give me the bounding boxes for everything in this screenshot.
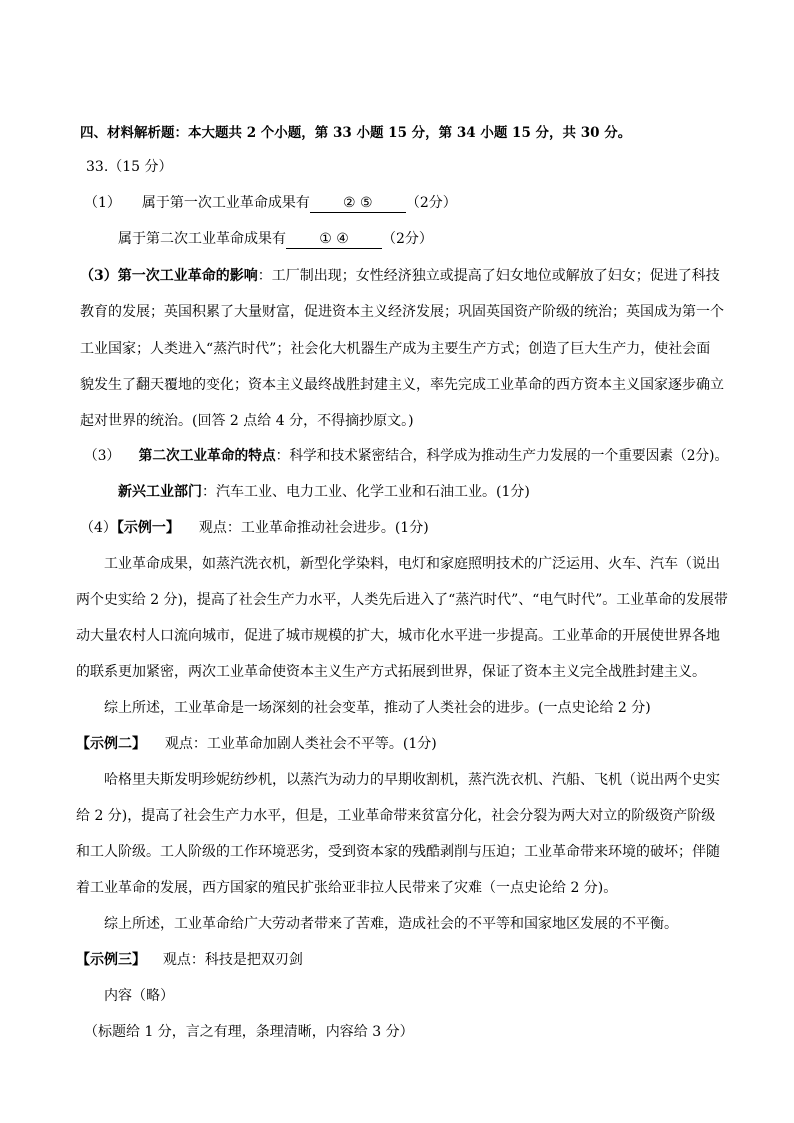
- example-1-tag: 【示例一】: [116, 520, 180, 536]
- new-industries-line: [118, 482, 530, 502]
- example-1-line-1: 工业革命成果，如蒸汽洗衣机，新型化学染料，电灯和家庭照明技术的广泛运用、火车、汽车（说出: [104, 556, 720, 572]
- features-prefix: （3）: [84, 448, 121, 464]
- influence-line-2: 教育的发展；英国积累了大量财富，促进资本主义经济发展；巩固英国资产阶级的统治；英国成为第一个: [80, 304, 724, 320]
- new-industries-heading: 新兴工业部门: [118, 484, 202, 500]
- example-3-heading: [76, 950, 303, 970]
- second-revolution-answer: [286, 230, 382, 249]
- example-2-line-2: 给 2 分)，提高了社会生产力水平，但是，工业革命带来贫富分化，社会分裂为两大对立的阶级资产阶级: [76, 808, 716, 824]
- influence-prefix: （3）: [80, 268, 118, 284]
- example-1-line-2: 两个史实给 2 分)，提高了社会生产力水平，人类先后进入了“蒸汽时代”、“电气时代”。工业革命的发展带: [76, 592, 728, 608]
- example-1-line-4: 的联系更加紧密，两次工业革命使资本主义生产方式拓展到世界，保证了资本主义完全战胜封建主义。: [76, 664, 706, 680]
- influence-heading: 第一次工业革命的影响: [117, 268, 258, 284]
- second-answer-text: ① ④: [319, 231, 349, 247]
- features-heading: 第二次工业革命的特点: [138, 448, 276, 464]
- first-score: （2分）: [405, 195, 457, 211]
- influence-line-1: [80, 266, 720, 286]
- example-1-heading: [80, 518, 429, 538]
- new-industries-text: ：汽车工业、电力工业、化学工业和石油工业。(1分): [202, 484, 530, 500]
- example-2-tag: 【示例二】: [76, 736, 146, 752]
- q4-prefix: （4）: [80, 520, 117, 536]
- second-score: （2分）: [382, 231, 433, 247]
- features-line: [84, 446, 728, 466]
- example-2-line-4: 着工业革命的发展，西方国家的殖民扩张给亚非拉人民带来了灾难（一点史论给 2 分)。: [76, 880, 618, 896]
- first-answer-text: ② ⑤: [343, 195, 373, 211]
- first-revolution-answer: [310, 194, 406, 213]
- example-2-line-3: 和工人阶级。工人阶级的工作环境恶劣，受到资本家的残酷剥削与压迫；工业革命带来环境的破坏；伴随: [76, 844, 720, 860]
- example-2-summary: 综上所述，工业革命给广大劳动者带来了苦难，造成社会的不平等和国家地区发展的不平衡。: [104, 916, 678, 932]
- question-number: 33.（15 分）: [86, 159, 173, 175]
- second-revolution-label: 属于第二次工业革命成果有: [118, 231, 286, 247]
- sub-question-prefix: （1）: [84, 195, 121, 211]
- example-3-view: 观点：科技是把双刃剑: [162, 952, 303, 968]
- scoring-note: （标题给 1 分，言之有理，条理清晰，内容给 3 分）: [84, 1024, 414, 1040]
- example-1-summary: 综上所述，工业革命是一场深刻的社会变革，推动了人类社会的进步。(一点史论给 2 分): [104, 700, 651, 716]
- example-1-view: 观点：工业革命推动社会进步。(1分): [198, 520, 429, 536]
- section-heading: 四、材料解析题：本大题共 2 个小题，第 33 小题 15 分，第 34 小题 15 分，共 30 分。: [80, 125, 632, 141]
- features-text: ：科学和技术紧密结合，科学成为推动生产力发展的一个重要因素（2分)。: [275, 448, 729, 464]
- example-2-view: 观点：工业革命加剧人类社会不平等。(1分): [164, 736, 437, 752]
- example-1-line-3: 动大量农村人口流向城市，促进了城市规模的扩大，城市化水平进一步提高。工业革命的开展使世界各地: [76, 628, 720, 644]
- sub-question-1-second: [118, 229, 433, 249]
- example-3-tag: 【示例三】: [76, 952, 146, 968]
- sub-question-1-first: [84, 193, 457, 213]
- example-2-heading: [76, 734, 437, 754]
- influence-line-5: 起对世界的统治。(回答 2 点给 4 分，不得摘抄原文。): [80, 413, 414, 429]
- example-2-line-1: 哈格里夫斯发明珍妮纺纱机，以蒸汽为动力的早期收割机，蒸汽洗衣机、汽船、飞机（说出两个史实: [104, 772, 720, 788]
- influence-line-4: 貌发生了翻天覆地的变化；资本主义最终战胜封建主义，率先完成工业革命的西方资本主义国家逐步确立: [80, 377, 724, 393]
- influence-text-1: ：工厂制出现；女性经济独立或提高了妇女地位或解放了妇女；促进了科技: [257, 268, 720, 284]
- first-revolution-label: 属于第一次工业革命成果有: [141, 195, 310, 211]
- example-3-content: 内容（略）: [104, 988, 174, 1004]
- influence-line-3: 工业国家；人类进入“蒸汽时代”；社会化大机器生产成为主要生产方式；创造了巨大生产力，使社会面: [80, 341, 711, 357]
